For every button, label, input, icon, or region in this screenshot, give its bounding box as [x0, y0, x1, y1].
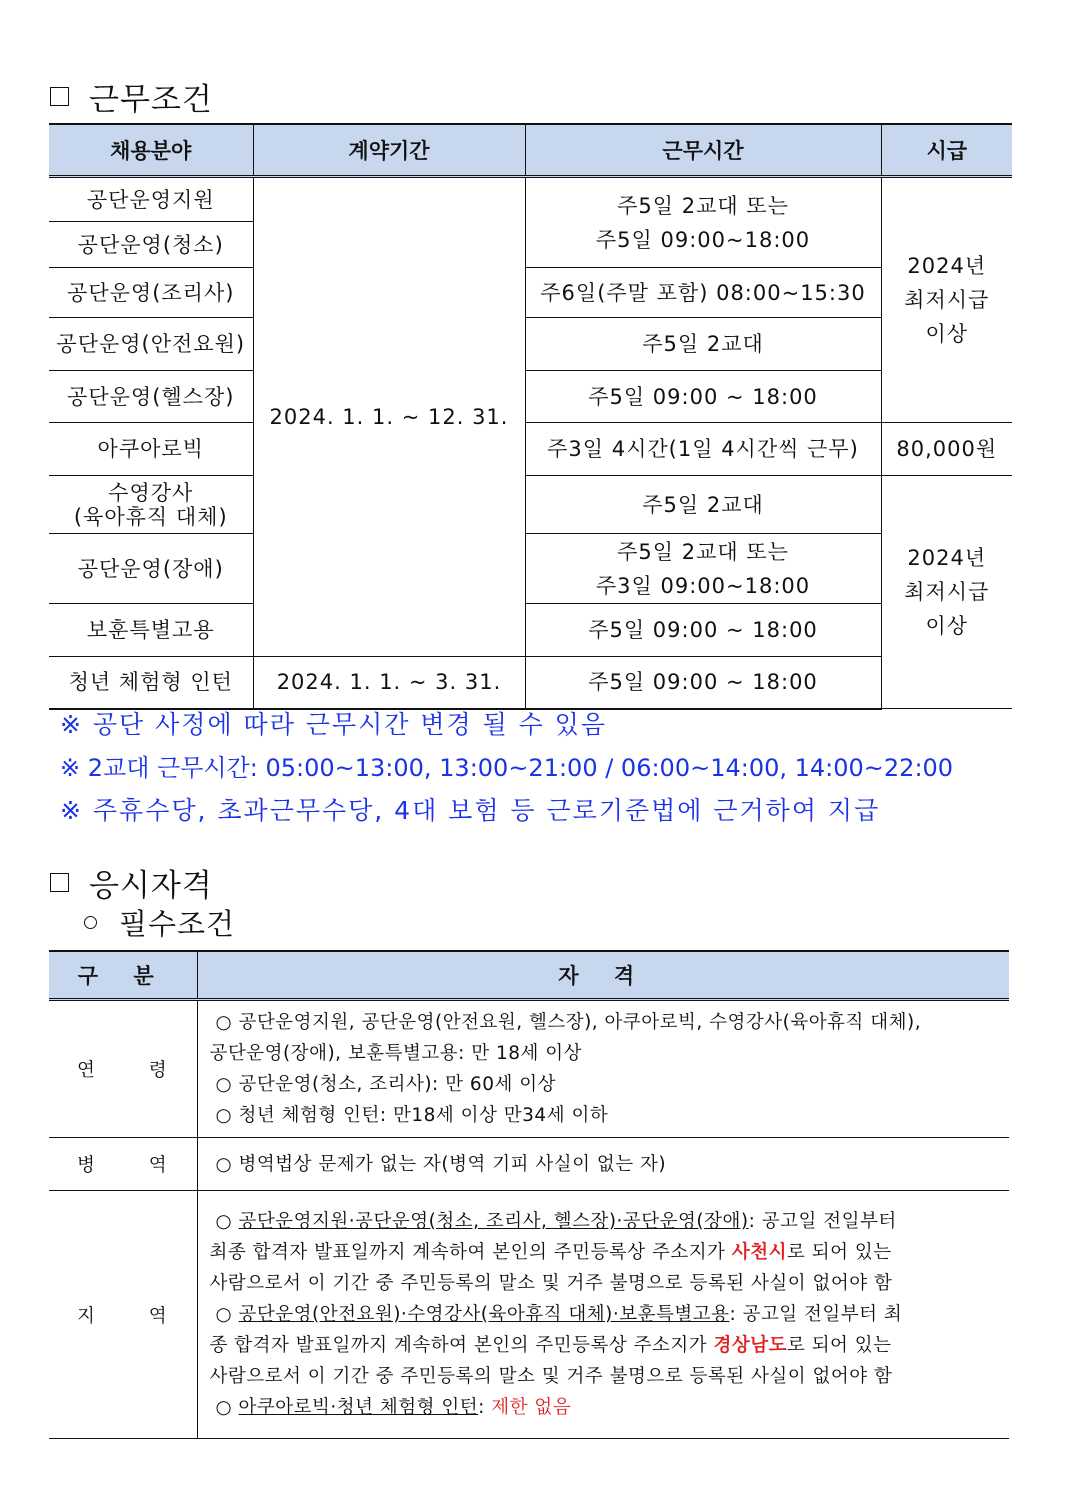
- text-line: 공단운영(장애), 보훈특별고용: 만 18세 이상: [209, 1043, 583, 1064]
- hours-cell: 주5일 09:00 ~ 18:00: [525, 371, 881, 423]
- section-title-text: 근무조건: [89, 82, 213, 118]
- text-span: 최종 합격자 발표일까지 계속하여 본인의 주민등록상 주소지가: [209, 1242, 732, 1263]
- text-span: 로 되어 있는: [786, 1242, 892, 1263]
- underlined-text: 아쿠아로빅·청년 체험형 인턴: [238, 1397, 479, 1418]
- wage-cell: 80,000원: [881, 423, 1012, 476]
- text-line: [210, 1237, 1002, 1268]
- hours-cell: 주5일 2교대 또는 주3일 09:00~18:00: [525, 534, 881, 604]
- field-cell: 공단운영(청소): [49, 222, 253, 268]
- row-content: [197, 1000, 1009, 1138]
- header-category: 구 분: [49, 951, 197, 1000]
- field-cell: 공단운영지원: [49, 177, 253, 222]
- text-line: ○ 공단운영(청소, 조리사): 만 60세 이상: [215, 1074, 556, 1095]
- text-span: :: [478, 1397, 492, 1418]
- table-row: [49, 268, 1012, 318]
- text-line: [210, 1299, 1002, 1330]
- qualifications-table: [49, 950, 1009, 1439]
- row-content: [197, 1191, 1009, 1439]
- highlight-text: 경상남도: [713, 1335, 787, 1356]
- header-qualification: 자 격: [197, 951, 1009, 1000]
- text-line: ○ 청년 체험형 인턴: 만18세 이상 만34세 이하: [215, 1105, 609, 1126]
- note-line: ※ 공단 사정에 따라 근무시간 변경 될 수 있음: [60, 710, 608, 739]
- field-cell: 공단운영(장애): [49, 534, 253, 604]
- hours-cell: 주5일 09:00 ~ 18:00: [525, 657, 881, 709]
- wage-cell: 2024년 최저시급 이상: [881, 177, 1012, 423]
- table-row: [49, 423, 1012, 476]
- subtitle-required: [84, 902, 235, 943]
- row-label: 병 역: [49, 1138, 197, 1191]
- field-cell: 공단운영(안전요원): [49, 318, 253, 371]
- field-cell: 공단운영(헬스장): [49, 371, 253, 423]
- table-header-row: [49, 951, 1009, 1000]
- text-line: 사람으로서 이 기간 중 주민등록의 말소 및 거주 불명으로 등록된 사실이 없어야 함: [209, 1273, 893, 1294]
- hours-cell: 주5일 2교대 또는 주5일 09:00~18:00: [525, 177, 881, 268]
- table-row-region: [49, 1191, 1009, 1439]
- note-line: ※ 주휴수당, 초과근무수당, 4대 보험 등 근로기준법에 근거하여 지급: [60, 796, 881, 825]
- field-cell: 아쿠아로빅: [49, 423, 253, 476]
- text-line: [210, 1330, 1002, 1361]
- header-hours: 근무시간: [525, 124, 881, 177]
- table-row: [49, 534, 1012, 604]
- table-row-age: [49, 1000, 1009, 1138]
- bullet: ○: [215, 1397, 239, 1418]
- checkbox-square-icon: [50, 87, 69, 106]
- row-label: 지 역: [49, 1191, 197, 1439]
- field-cell: 청년 체험형 인턴: [49, 657, 253, 709]
- hours-cell: 주5일 2교대: [525, 318, 881, 371]
- section-title-text: 응시자격: [89, 868, 213, 904]
- checkbox-square-icon: [50, 873, 69, 892]
- table-row: [49, 177, 1012, 222]
- field-cell: 공단운영(조리사): [49, 268, 253, 318]
- text-line: [210, 1392, 1002, 1423]
- notes-block: [60, 705, 953, 834]
- header-wage: 시급: [881, 124, 1012, 177]
- hours-cell: 주5일 2교대: [525, 476, 881, 534]
- text-span: : 공고일 전일부터: [748, 1211, 897, 1232]
- section-title-qualifications: [50, 860, 213, 905]
- table-row: [49, 657, 1012, 709]
- table-row: [49, 318, 1012, 371]
- underlined-text: 공단운영(안전요원)·수영강사(육아휴직 대체)·보훈특별고용: [238, 1304, 730, 1325]
- underlined-text: 공단운영지원·공단운영(청소, 조리사, 헬스장)·공단운영(장애): [238, 1211, 749, 1232]
- field-cell: 보훈특별고용: [49, 604, 253, 657]
- work-conditions-table: [49, 123, 1012, 710]
- period-cell: 2024. 1. 1. ~ 12. 31.: [253, 177, 525, 657]
- note-line: ※ 2교대 근무시간: 05:00~13:00, 13:00~21:00 / 06:00~14:00, 14:00~22:00: [60, 754, 954, 782]
- header-field: 채용분야: [49, 124, 253, 177]
- text-span: 종 합격자 발표일까지 계속하여 본인의 주민등록상 주소지가: [209, 1335, 714, 1356]
- highlight-text: 제한 없음: [491, 1397, 572, 1418]
- period-cell: 2024. 1. 1. ~ 3. 31.: [253, 657, 525, 709]
- bullet: ○: [215, 1211, 239, 1232]
- highlight-text: 사천시: [731, 1242, 787, 1263]
- row-label: 연 령: [49, 1000, 197, 1138]
- subtitle-text: 필수조건: [119, 907, 236, 941]
- table-row: [49, 371, 1012, 423]
- hours-cell: 주6일(주말 포함) 08:00~15:30: [525, 268, 881, 318]
- hours-cell: 주3일 4시간(1일 4시간씩 근무): [525, 423, 881, 476]
- field-cell: 수영강사 (육아휴직 대체): [49, 476, 253, 534]
- text-line: [210, 1206, 1002, 1237]
- text-line: ○ 공단운영지원, 공단운영(안전요원, 헬스장), 아쿠아로빅, 수영강사(육아휴직 대체),: [215, 1012, 922, 1033]
- text-span: 로 되어 있는: [786, 1335, 892, 1356]
- table-header-row: [49, 124, 1012, 177]
- table-row: [49, 476, 1012, 534]
- text-span: : 공고일 전일부터 최: [729, 1304, 903, 1325]
- wage-cell: 2024년 최저시급 이상: [881, 476, 1012, 709]
- hours-cell: 주5일 09:00 ~ 18:00: [525, 604, 881, 657]
- section-title-work-conditions: [50, 74, 213, 119]
- row-content: [197, 1138, 1009, 1191]
- header-period: 계약기간: [253, 124, 525, 177]
- circle-bullet-icon: [84, 916, 97, 929]
- text-line: 사람으로서 이 기간 중 주민등록의 말소 및 거주 불명으로 등록된 사실이 없어야 함: [209, 1366, 893, 1387]
- bullet: ○: [215, 1304, 239, 1325]
- text-line: ○ 병역법상 문제가 없는 자(병역 기피 사실이 없는 자): [215, 1153, 667, 1175]
- table-row-military: [49, 1138, 1009, 1191]
- table-row: [49, 604, 1012, 657]
